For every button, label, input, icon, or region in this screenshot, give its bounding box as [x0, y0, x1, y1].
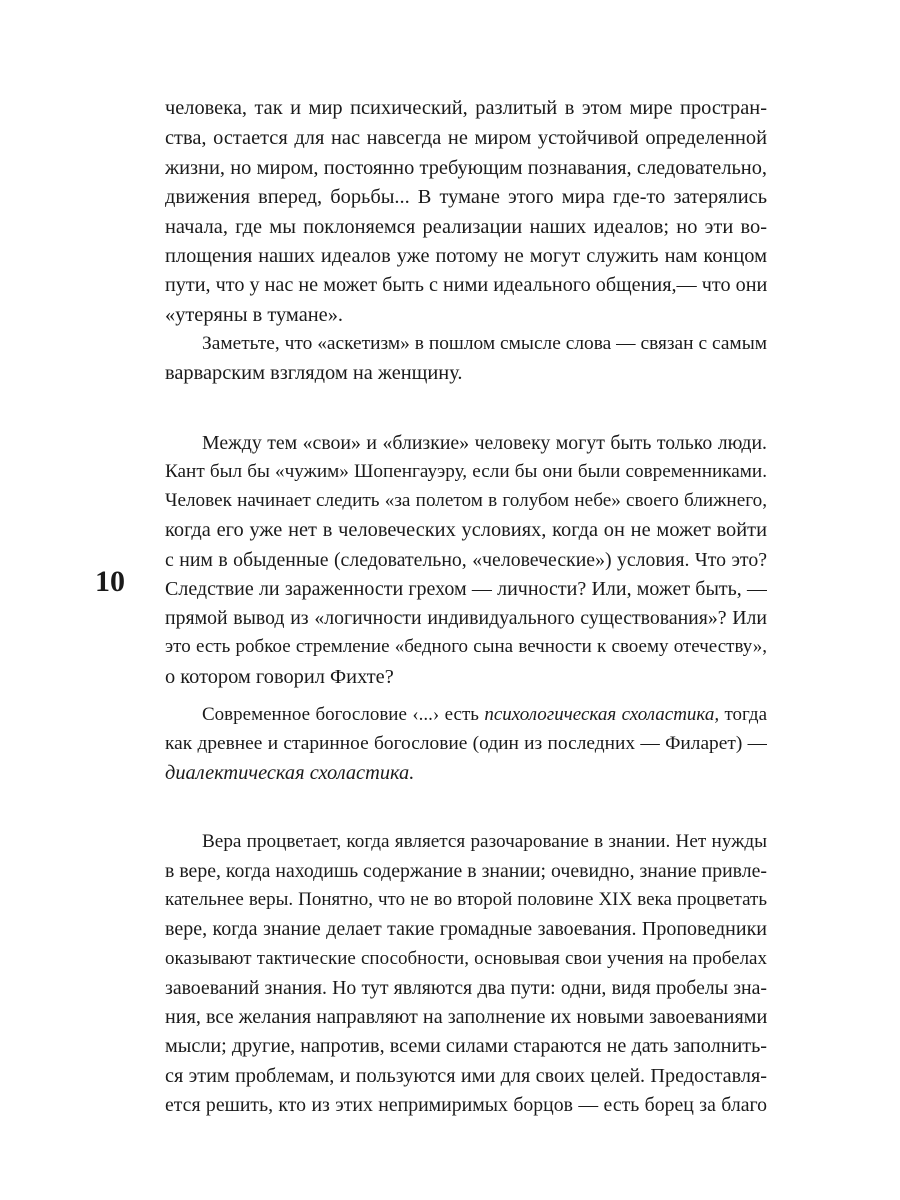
text-line: мысли; другие, напротив, всеми силами стараются не дать заполнить-	[165, 1035, 767, 1057]
text-line: ся этим проблемам, и пользуются ими для своих целей. Предоставля-	[165, 1065, 767, 1087]
text-line: Между тем «свои» и «близкие» человеку могут быть только люди.	[202, 432, 767, 454]
page-number: 10	[95, 565, 125, 598]
text-line: завоеваний знания. Но тут являются два пути: одни, видя пробелы зна-	[165, 977, 767, 999]
text-line: Человек начинает следить «за полетом в голубом небе» своего ближнего,	[165, 490, 767, 511]
text-line: кательнее веры. Понятно, что не во второй половине XIX века процветать	[165, 889, 767, 910]
text-line: вере, когда знание делает такие громадные завоевания. Проповедники	[165, 918, 767, 940]
text-line: когда его уже нет в человеческих условиях, когда он не может войти	[165, 519, 767, 541]
text-line: ния, все желания направляют на заполнение их новыми завоеваниями	[165, 1006, 767, 1028]
text-line: начала, где мы поклоняемся реализации наших идеалов; но эти во-	[165, 216, 767, 238]
text-line	[202, 700, 767, 730]
text-line: Вера процветает, когда является разочарование в знании. Нет нужды	[202, 831, 767, 852]
text-line: в вере, когда находишь содержание в знании; очевидно, знание привле-	[165, 860, 767, 882]
text-line: человека, так и мир психический, разлитый в этом мире простран-	[165, 97, 767, 119]
text-line: варварским взглядом на женщину.	[165, 362, 463, 384]
text-line: ется решить, кто из этих непримиримых борцов — есть борец за благо	[165, 1094, 767, 1116]
text-line: ства, остается для нас навсегда не миром устойчивой определенной	[165, 127, 767, 149]
text-line: площения наших идеалов уже потому не могут служить нам концом	[165, 245, 767, 267]
text-line: с ним в обыденные (следовательно, «человеческие») условия. Что это?	[165, 549, 767, 571]
text-line: «утеряны в тумане».	[165, 304, 343, 326]
text-run: тогда	[719, 704, 767, 725]
text-line	[165, 758, 767, 788]
text-line: оказывают тактические способности, основывая свои учения на пробелах	[165, 948, 767, 969]
text-line: это есть робкое стремление «бедного сына вечности к своему отечеству»,	[165, 636, 767, 657]
text-line: Кант был бы «чужим» Шопенгауэру, если бы они были современниками.	[165, 461, 767, 482]
text-line: жизни, но миром, постоянно требующим познавания, следовательно,	[165, 157, 767, 179]
italic-term: психологическая схоластика,	[484, 704, 720, 725]
text-line: Заметьте, что «аскетизм» в пошлом смысле слова — связан с самым	[202, 333, 767, 354]
text-line: движения вперед, борьбы... В тумане этого мира где-то затерялись	[165, 186, 767, 208]
text-line: как древнее и старинное богословие (один из последних — Филарет) —	[165, 733, 767, 754]
text-line: пути, что у нас не может быть с ними идеального общения,— что они	[165, 274, 767, 296]
text-line: Следствие ли зараженности грехом — личности? Или, может быть, —	[165, 578, 767, 600]
text-run: Современное богословие ‹...› есть	[202, 704, 485, 725]
text-line: прямой вывод из «логичности индивидуального существования»? Или	[165, 607, 767, 629]
text-line: о котором говорил Фихте?	[165, 666, 394, 688]
italic-term: диалектическая схоластика.	[165, 762, 415, 784]
